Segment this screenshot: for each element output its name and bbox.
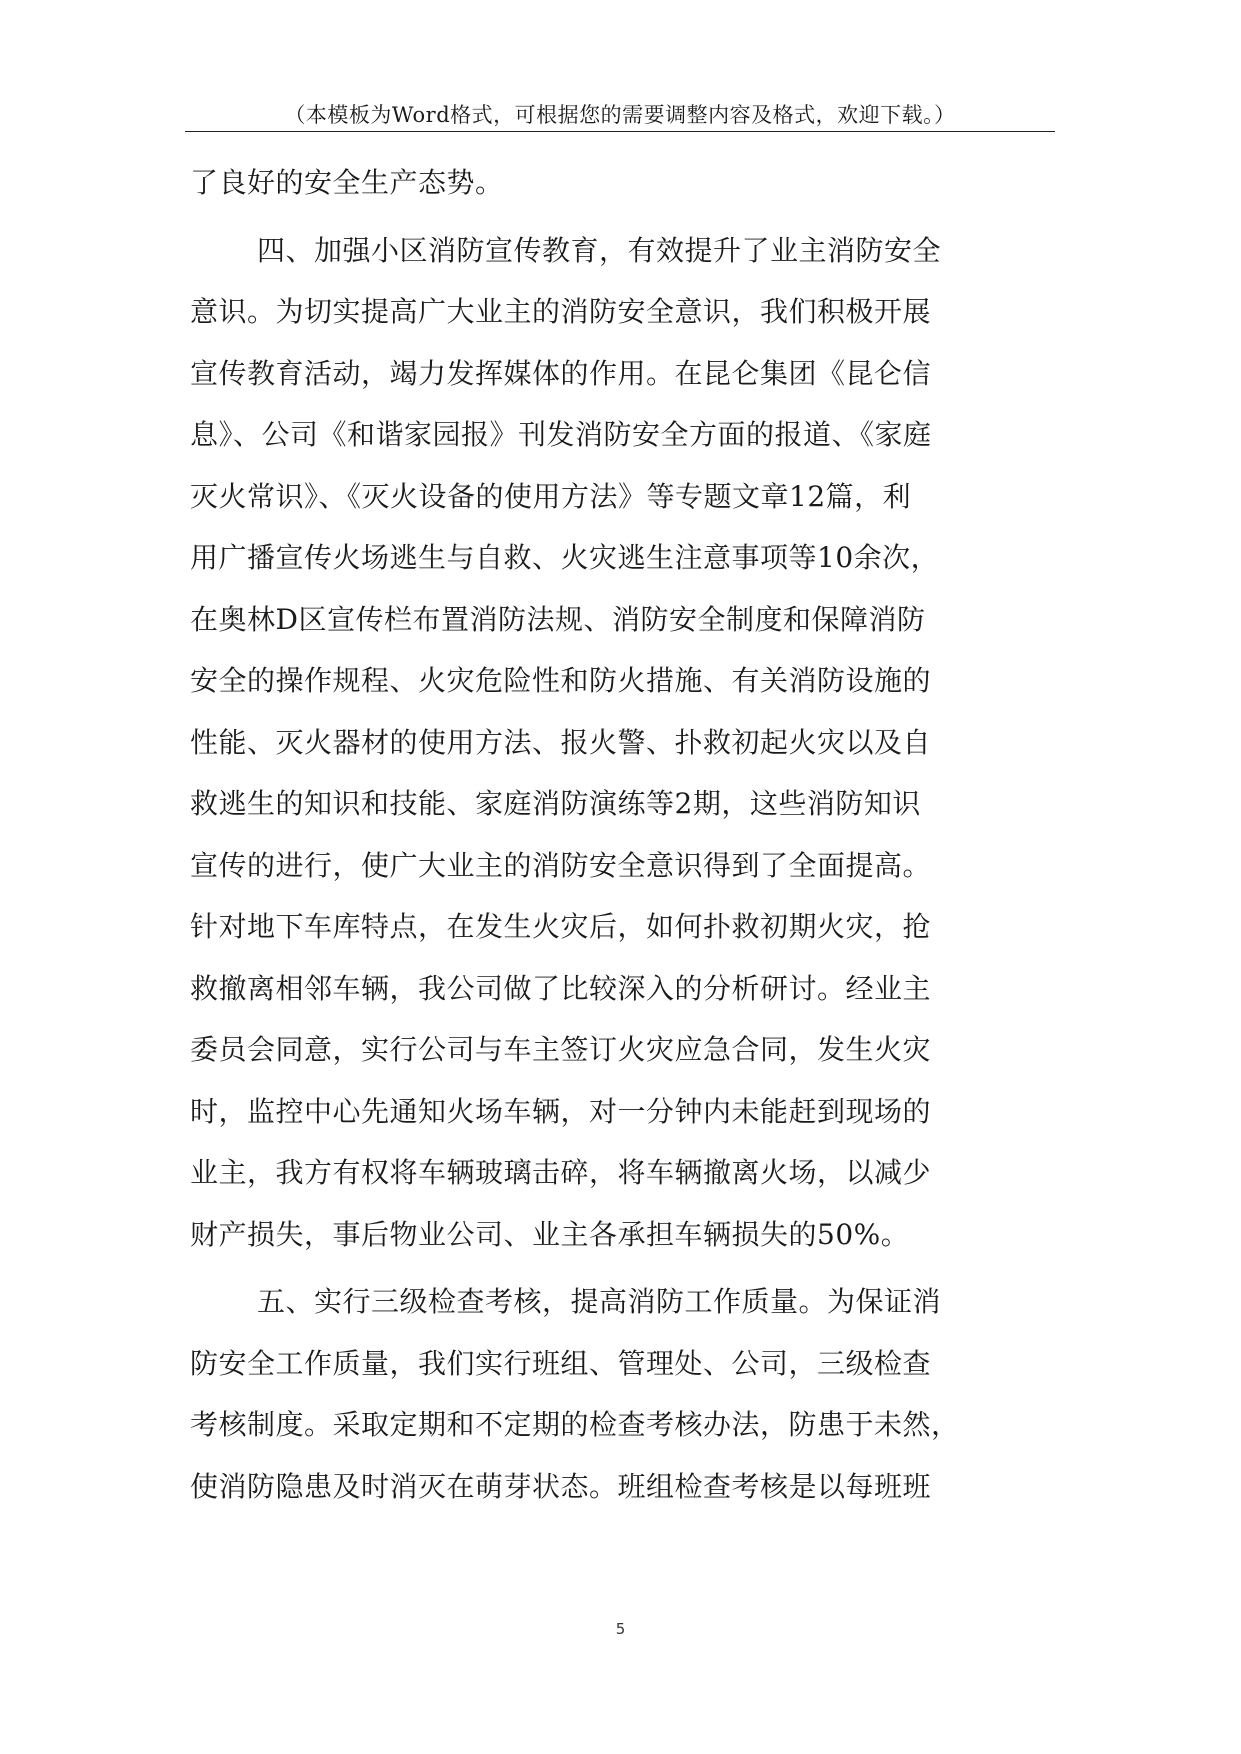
document-body bbox=[190, 152, 1070, 1517]
text-line: 性能、灭火器材的使用方法、报火警、扑救初起火灾以及自 bbox=[190, 725, 932, 759]
text-line: 了良好的安全生产态势。 bbox=[190, 166, 504, 199]
text-line: 委员会同意，实行公司与车主签订火灾应急合同，发生火灾 bbox=[190, 1033, 932, 1066]
paragraph-four-first-line: 四、加强小区消防宣传教育，有效提升了业主消防安全 bbox=[257, 233, 942, 267]
text-line: 安全的操作规程、火灾危险性和防火措施、有关消防设施的 bbox=[190, 664, 932, 697]
text-line: 救撤离相邻车辆，我公司做了比较深入的分析研讨。经业主 bbox=[190, 971, 932, 1005]
text-line: 时，监控中心先通知火场车辆，对一分钟内未能赶到现场的 bbox=[190, 1094, 932, 1128]
text-line: 考核制度。采取定期和不定期的检查考核办法，防患于未然， bbox=[190, 1408, 960, 1441]
text-line: 财产损失，事后物业公司、业主各承担车辆损失的50%。 bbox=[190, 1217, 910, 1251]
paragraph-five-first-line: 五、实行三级检查考核，提高消防工作质量。为保证消 bbox=[257, 1285, 942, 1318]
header-divider bbox=[185, 131, 1055, 132]
text-line: 意识。为切实提高广大业主的消防安全意识，我们积极开展 bbox=[190, 295, 932, 328]
text-line: 用广播宣传火场逃生与自救、火灾逃生注意事项等10余次， bbox=[190, 541, 940, 574]
text-line: 息》、公司《和谐家园报》刊发消防安全方面的报道、《家庭 bbox=[190, 418, 932, 451]
text-line: 在奥林D区宣传栏布置消防法规、消防安全制度和保障消防 bbox=[190, 602, 926, 636]
page-number: 5 bbox=[615, 1620, 626, 1638]
template-note-header: （本模板为Word格式，可根据您的需要调整内容及格式，欢迎下载。） bbox=[284, 103, 956, 127]
text-line: 防安全工作质量，我们实行班组、管理处、公司，三级检查 bbox=[190, 1346, 932, 1380]
text-line: 灭火常识》、《灭火设备的使用方法》等专题文章12篇，利 bbox=[190, 479, 912, 513]
text-line: 宣传教育活动，竭力发挥媒体的作用。在昆仑集团《昆仑信 bbox=[190, 356, 932, 390]
text-line: 针对地下车库特点，在发生火灾后，如何扑救初期火灾，抢 bbox=[190, 910, 932, 943]
text-line: 业主，我方有权将车辆玻璃击碎，将车辆撤离火场，以减少 bbox=[190, 1156, 932, 1189]
text-line: 救逃生的知识和技能、家庭消防演练等2期，这些消防知识 bbox=[190, 787, 921, 820]
text-line: 宣传的进行，使广大业主的消防安全意识得到了全面提高。 bbox=[190, 848, 932, 882]
text-line: 使消防隐患及时消灭在萌芽状态。班组检查考核是以每班班 bbox=[190, 1469, 932, 1503]
